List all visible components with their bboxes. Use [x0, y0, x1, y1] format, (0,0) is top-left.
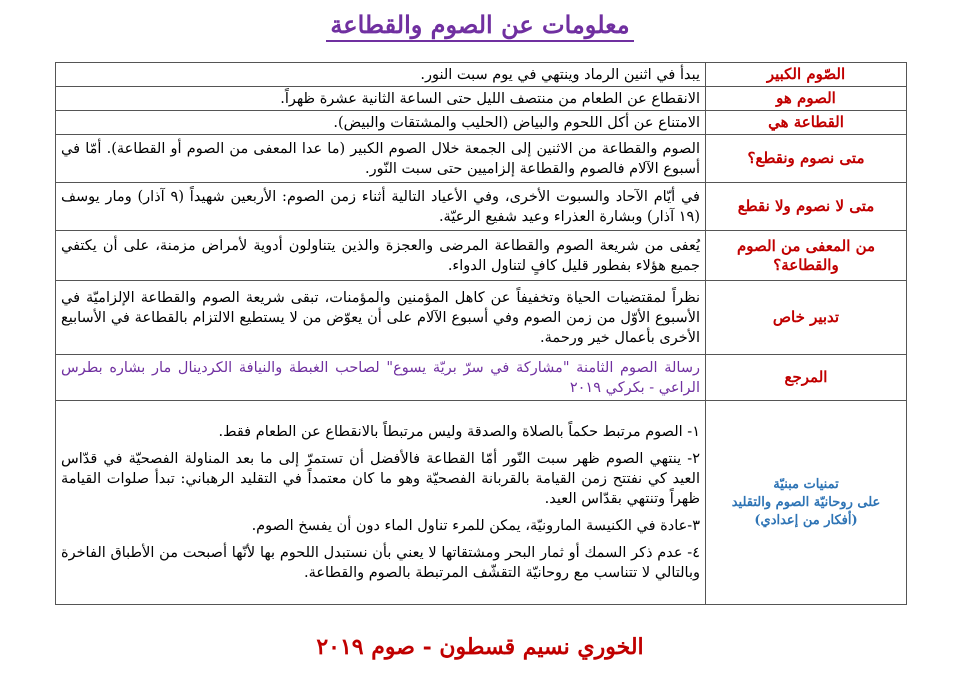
table-row	[56, 401, 907, 605]
reference-content: رسالة الصوم الثامنة "مشاركة في سرّ بريّة يسوع" لصاحب الغبطة والنيافة الكردينال مار بشاره بطرس الراعي - بكركي ٢٠١٩	[56, 355, 706, 401]
wish-item: ٢- ينتهي الصوم ظهر سبت النّور أمّا القطاعة فالأفضل أن تستمرّ إلى ما بعد المناولة الفصحيّة في قدّاس العيد كي نفتتح زمن القيامة بالقربانة الفصحيّة وهو ما كان معتمداً في التقليد الرهباني: تبدأ صلوات القيامة ظهراً وتنتهي بقدّاس العيد.	[61, 451, 700, 507]
table-row	[56, 183, 907, 231]
table-row	[56, 231, 907, 281]
wishes-label-line: على روحانيّة الصوم والتقليد	[731, 494, 881, 510]
row-label: الصوم هو	[706, 87, 907, 111]
page-title-text: معلومات عن الصوم والقطاعة	[326, 10, 633, 42]
table-row	[56, 63, 907, 87]
row-label: تدبير خاص	[706, 281, 907, 355]
wish-item: ٤- عدم ذكر السمك أو ثمار البحر ومشتقاتها لا يعني بأن نستبدل اللحوم بها لأنّها أصبحت من الأطباق الفاخرة وبالتالي لا تتناسب مع روحانيّة التقشّف المرتبطة بالصوم والقطاعة.	[61, 545, 700, 581]
info-table	[55, 62, 907, 605]
row-content: يُعفى من شريعة الصوم والقطاعة المرضى والعجزة والذين يتناولون أدوية لأمراض مزمنة، على أن يكتفي جميع هؤلاء بفطور قليل كافٍ لتناول الدواء.	[56, 231, 706, 281]
page-title	[0, 10, 960, 39]
wishes-label-line: تمنيات مبنيّة	[773, 476, 839, 492]
wishes-label	[706, 401, 907, 605]
table-row	[56, 87, 907, 111]
row-content: الانقطاع عن الطعام من منتصف الليل حتى الساعة الثانية عشرة ظهراً.	[56, 87, 706, 111]
table-row	[56, 281, 907, 355]
row-label: القطاعة هي	[706, 111, 907, 135]
row-content: نظراً لمقتضيات الحياة وتخفيفاً عن كاهل المؤمنين والمؤمنات، تبقى شريعة الصوم والقطاعة الإلزاميّة في الأسبوع الأوّل من زمن الصوم وفي أسبوع الآلام على أن يعوّض من لا يستطيع الالتزام بالقطاعة في الأسابيع الأخرى بأعمال خير ورحمة.	[56, 281, 706, 355]
row-label: متى نصوم ونقطع؟	[706, 135, 907, 183]
wish-item: ٣-عادة في الكنيسة المارونيّة، يمكن للمرء تناول الماء دون أن يفسخ الصوم.	[251, 518, 700, 534]
row-label: متى لا نصوم ولا نقطع	[706, 183, 907, 231]
row-content: يبدأ في اثنين الرماد وينتهي في يوم سبت النور.	[56, 63, 706, 87]
row-label: من المعفى من الصوم والقطاعة؟	[706, 231, 907, 281]
row-content: الامتناع عن أكل اللحوم والبياض (الحليب والمشتقات والبيض).	[56, 111, 706, 135]
row-label: المرجع	[706, 355, 907, 401]
table-row	[56, 135, 907, 183]
wishes-content	[56, 401, 706, 605]
author-signature: الخوري نسيم قسطون - صوم ٢٠١٩	[316, 634, 644, 660]
table-row	[56, 111, 907, 135]
table-row	[56, 355, 907, 401]
row-content: الصوم والقطاعة من الاثنين إلى الجمعة خلال الصوم الكبير (ما عدا المعفى من الصوم أو القطاعة). أمّا في أسبوع الآلام فالصوم والقطاعة إلزاميين حتى سبت النّور.	[56, 135, 706, 183]
row-label: الصّوم الكبير	[706, 63, 907, 87]
wish-item: ١- الصوم مرتبط حكماً بالصلاة والصدقة وليس مرتبطاً بالانقطاع عن الطعام فقط.	[218, 424, 700, 440]
row-content: في أيّام الآحاد والسبوت الأخرى، وفي الأعياد التالية أثناء زمن الصوم: الأربعين شهيداً (٩ آذار) ومار يوسف (١٩ آذار) وبشارة العذراء وعيد شفيع الرعيّة.	[56, 183, 706, 231]
wishes-label-line: (أفكار من إعدادي)	[754, 512, 858, 528]
